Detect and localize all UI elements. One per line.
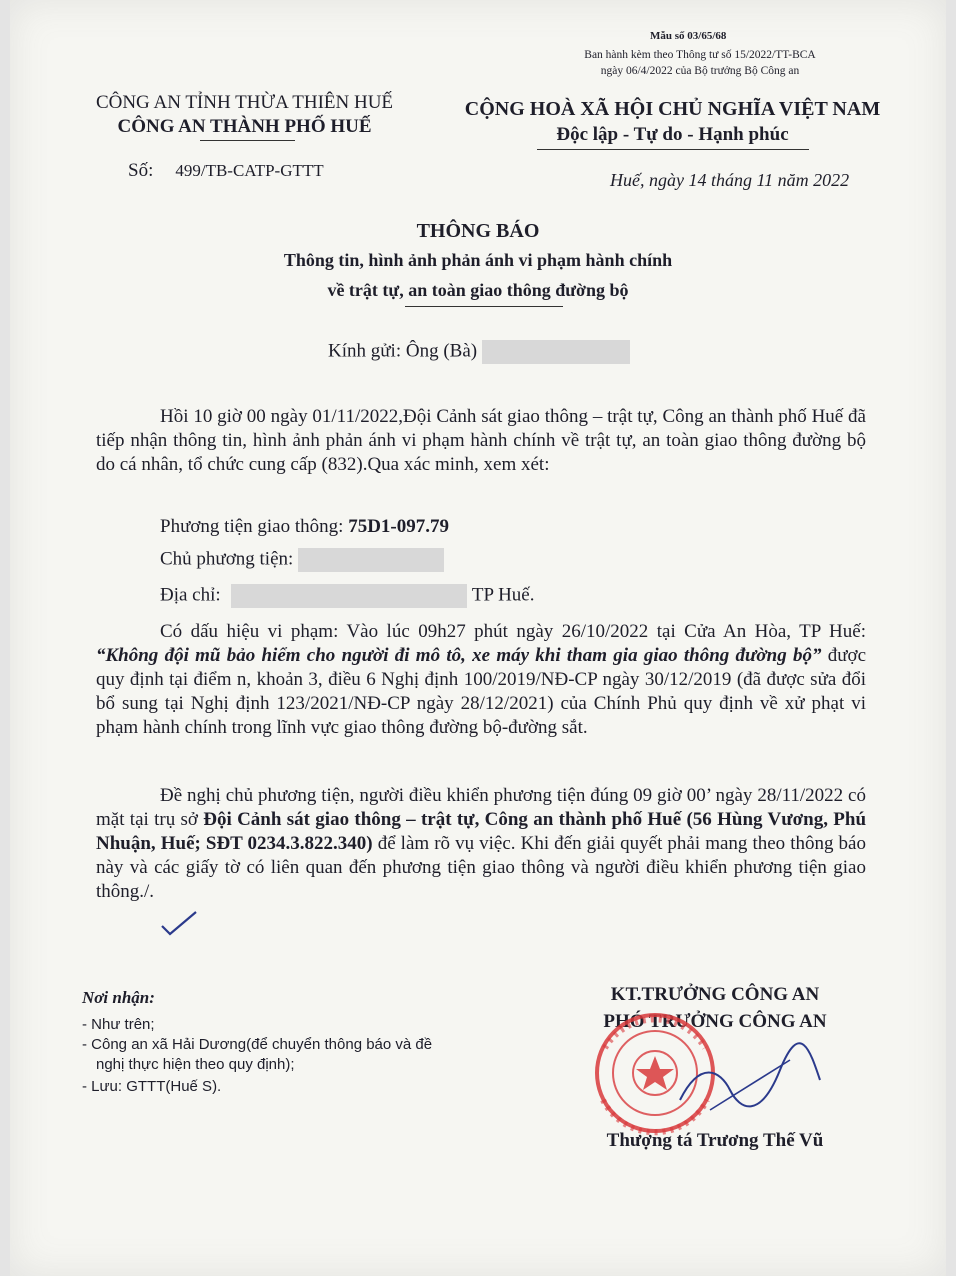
document-number (128, 160, 324, 182)
salutation-text: Kính gửi: Ông (Bà) (328, 340, 478, 362)
motto-underline (537, 149, 809, 150)
document-number-value: 499/TB-CATP-GTTT (175, 161, 324, 180)
violation-paragraph (96, 620, 866, 740)
owner-label: Chủ phương tiện: (160, 548, 294, 570)
address-row (160, 584, 534, 608)
motto: Độc lập - Tự do - Hạnh phúc (556, 124, 789, 145)
intro-paragraph: Hồi 10 giờ 00 ngày 01/11/2022,Đội Cảnh sát giao thông – trật tự, Công an thành phố Huế đã tiếp nhận thông tin, hình ảnh phản ánh vi phạm hành chính về trật tự, an toàn giao thông đường bộ do cá nhân, tổ chức cung cấp (832).Qua xác minh, xem xét: (96, 406, 866, 475)
request-rest: để làm rõ vụ việc. Khi đến giải quyết phải mang theo thông báo này và các giấy tờ có liên quan đến phương tiện giao thông và người điều khiển phương tiện giao thông./. (96, 833, 866, 902)
form-reference (550, 47, 850, 79)
document-number-label: Số: (128, 160, 154, 181)
document-subtitle-2: về trật tự, an toàn giao thông đường bộ (327, 280, 629, 300)
salutation (328, 340, 630, 364)
redacted-owner (298, 548, 444, 572)
signer-name: Thượng tá Trương Thế Vũ (606, 1130, 824, 1151)
recipient-item: nghị thực hiện theo quy định); (96, 1056, 295, 1073)
signature-icon (670, 1040, 830, 1130)
vehicle-label: Phương tiện giao thông: (160, 516, 344, 537)
recipient-item: - Công an xã Hải Dương(để chuyển thông báo và đề (82, 1036, 433, 1053)
document-page (10, 0, 946, 1276)
violation-rest: được quy định tại điểm n, khoản 3, điều 6 Nghị định 100/2019/NĐ-CP ngày 30/12/2019 (đã được sửa đổi bổ sung tại Nghị định 123/2021/NĐ-CP ngày 28/12/2021) của Chính Phủ quy định về xử phạt vi phạm hành chính trong lĩnh vực giao thông đường bộ-đường sắt. (96, 645, 867, 738)
signatory-title-1: KT.TRƯỞNG CÔNG AN (610, 984, 820, 1005)
request-paragraph (96, 784, 866, 904)
vehicle-row (160, 516, 449, 538)
violation-lead: Có dấu hiệu vi phạm: Vào lúc 09h27 phút ngày 26/10/2022 tại Cửa An Hòa, TP Huế: (160, 621, 866, 642)
address-suffix: TP Huế. (471, 584, 535, 606)
address-label: Địa chỉ: (160, 584, 221, 606)
document-subtitle-1: Thông tin, hình ảnh phản ánh vi phạm hành chính (283, 250, 673, 270)
document-title: THÔNG BÁO (416, 220, 540, 242)
signatory-title-2: PHÓ TRƯỞNG CÔNG AN (603, 1011, 827, 1032)
violation-quote: “Không đội mũ bảo hiểm cho người đi mô tô, xe máy khi tham gia giao thông đường bộ” (96, 645, 822, 666)
form-reference-line-1: Ban hành kèm theo Thông tư số 15/2022/TT-BCA (584, 49, 816, 61)
nation-header: CỘNG HOÀ XÃ HỘI CHỦ NGHĨA VIỆT NAM (464, 98, 881, 120)
checkmark-icon (160, 910, 200, 940)
recipient-item: - Lưu: GTTT(Huế S). (82, 1078, 222, 1095)
form-reference-line-2: ngày 06/4/2022 của Bộ trưởng Bộ Công an (600, 65, 800, 77)
vehicle-plate: 75D1-097.79 (348, 516, 449, 537)
request-bold: Đội Cảnh sát giao thông – trật tự, Công an thành phố Huế (56 Hùng Vương, Phú Nhuận, Huế; SĐT 0234.3.822.340) (96, 809, 867, 854)
agency-parent: CÔNG AN TỈNH THỪA THIÊN HUẾ (95, 92, 394, 113)
subtitle-underline (405, 306, 563, 307)
owner-row (160, 548, 444, 572)
agency-underline (200, 140, 295, 141)
request-lead: Đề nghị chủ phương tiện, người điều khiển phương tiện đúng 09 giờ 00’ ngày 28/11/2022 có mặt tại trụ sở (96, 785, 866, 830)
recipients-heading: Nơi nhận: (82, 988, 155, 1007)
form-code: Mẫu số 03/65/68 (650, 30, 727, 42)
recipient-item: - Như trên; (82, 1016, 155, 1033)
redacted-address (231, 584, 467, 608)
place-date: Huế, ngày 14 tháng 11 năm 2022 (610, 170, 850, 190)
agency-name: CÔNG AN THÀNH PHỐ HUẾ (117, 116, 372, 137)
redacted-name (482, 340, 630, 364)
